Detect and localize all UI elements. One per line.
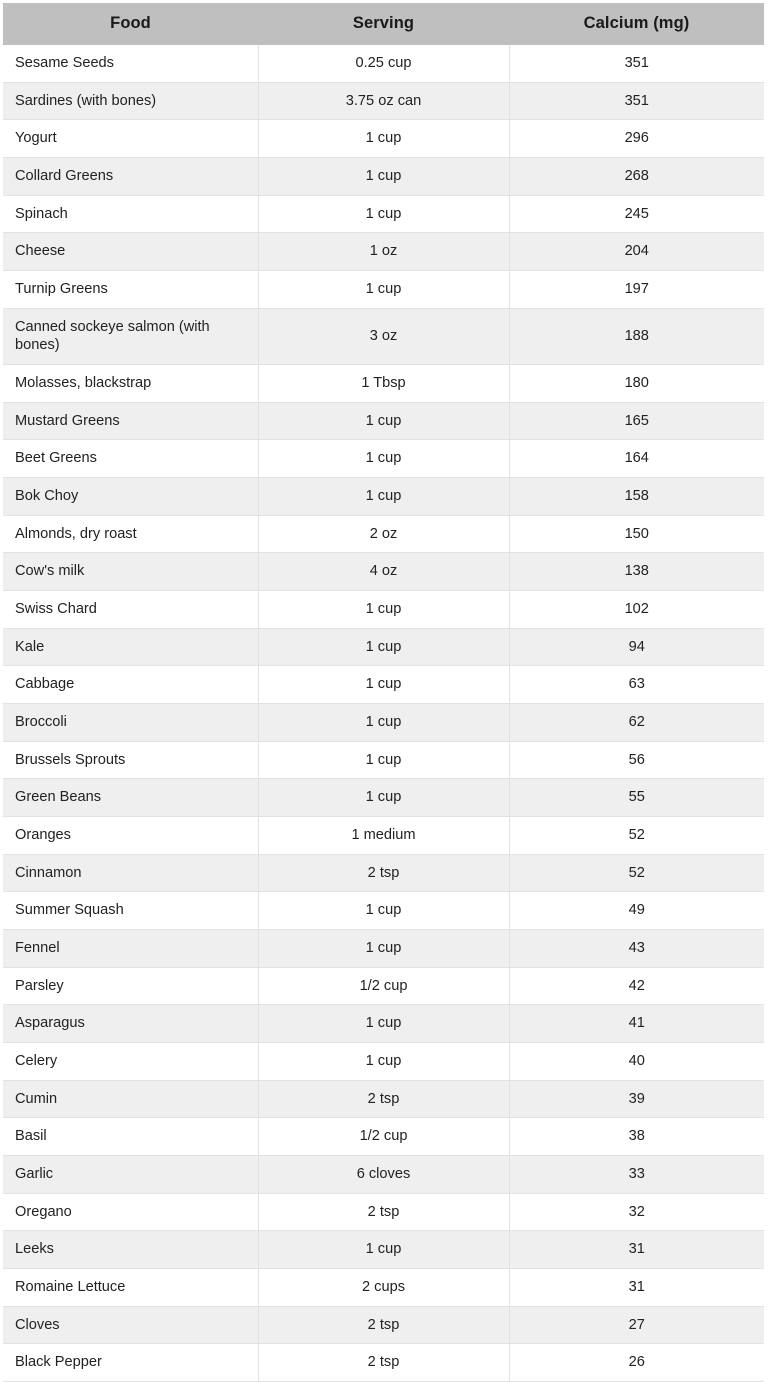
table-header-row	[3, 3, 764, 45]
cell-food: Oranges	[3, 817, 258, 855]
cell-serving: 3.75 oz can	[258, 82, 509, 120]
cell-calcium: 40	[509, 1043, 764, 1081]
cell-calcium: 38	[509, 1118, 764, 1156]
cell-food: Basil	[3, 1118, 258, 1156]
cell-serving: 4 oz	[258, 553, 509, 591]
cell-serving: 6 cloves	[258, 1156, 509, 1194]
cell-food: Celery	[3, 1043, 258, 1081]
cell-calcium: 188	[509, 308, 764, 364]
table-row	[3, 271, 764, 309]
table-row	[3, 478, 764, 516]
table-row	[3, 195, 764, 233]
cell-calcium: 41	[509, 1005, 764, 1043]
cell-calcium: 245	[509, 195, 764, 233]
table-row	[3, 45, 764, 82]
table-row	[3, 553, 764, 591]
cell-serving: 1 Tbsp	[258, 365, 509, 403]
cell-calcium: 49	[509, 892, 764, 930]
cell-food: Cloves	[3, 1306, 258, 1344]
cell-calcium: 351	[509, 82, 764, 120]
cell-serving: 1 medium	[258, 817, 509, 855]
cell-serving: 1 cup	[258, 892, 509, 930]
cell-serving: 1/2 cup	[258, 1118, 509, 1156]
cell-serving: 1 cup	[258, 930, 509, 968]
cell-calcium: 52	[509, 817, 764, 855]
table-row	[3, 440, 764, 478]
cell-food: Cheese	[3, 233, 258, 271]
cell-food: Spinach	[3, 195, 258, 233]
cell-calcium: 94	[509, 628, 764, 666]
cell-serving: 1 cup	[258, 195, 509, 233]
calcium-food-table	[3, 3, 764, 1382]
table-row	[3, 741, 764, 779]
table-row	[3, 967, 764, 1005]
cell-serving: 1 cup	[258, 741, 509, 779]
cell-serving: 1 cup	[258, 779, 509, 817]
table-row	[3, 1344, 764, 1382]
table-row	[3, 1306, 764, 1344]
cell-calcium: 102	[509, 591, 764, 629]
table-row	[3, 1080, 764, 1118]
cell-calcium: 42	[509, 967, 764, 1005]
cell-food: Sardines (with bones)	[3, 82, 258, 120]
cell-calcium: 43	[509, 930, 764, 968]
cell-serving: 2 oz	[258, 515, 509, 553]
cell-food: Oregano	[3, 1193, 258, 1231]
column-header-calcium: Calcium (mg)	[509, 3, 764, 45]
cell-serving: 2 tsp	[258, 1193, 509, 1231]
cell-serving: 0.25 cup	[258, 45, 509, 82]
cell-food: Canned sockeye salmon (with bones)	[3, 308, 258, 364]
table-row	[3, 308, 764, 364]
cell-calcium: 165	[509, 402, 764, 440]
cell-calcium: 31	[509, 1269, 764, 1307]
table-row	[3, 591, 764, 629]
cell-serving: 2 tsp	[258, 1080, 509, 1118]
table-row	[3, 120, 764, 158]
cell-food: Summer Squash	[3, 892, 258, 930]
cell-serving: 2 tsp	[258, 854, 509, 892]
cell-serving: 1 cup	[258, 271, 509, 309]
cell-food: Brussels Sprouts	[3, 741, 258, 779]
table-row	[3, 1193, 764, 1231]
cell-calcium: 296	[509, 120, 764, 158]
table-row	[3, 779, 764, 817]
cell-food: Sesame Seeds	[3, 45, 258, 82]
table-row	[3, 1156, 764, 1194]
cell-serving: 2 tsp	[258, 1306, 509, 1344]
cell-serving: 1 cup	[258, 704, 509, 742]
table-row	[3, 1269, 764, 1307]
cell-serving: 1 cup	[258, 1043, 509, 1081]
table-row	[3, 157, 764, 195]
cell-serving: 1 cup	[258, 478, 509, 516]
cell-calcium: 138	[509, 553, 764, 591]
cell-food: Kale	[3, 628, 258, 666]
cell-calcium: 158	[509, 478, 764, 516]
table-row	[3, 628, 764, 666]
cell-serving: 1/2 cup	[258, 967, 509, 1005]
cell-serving: 1 cup	[258, 440, 509, 478]
table-row	[3, 1043, 764, 1081]
cell-calcium: 33	[509, 1156, 764, 1194]
cell-food: Leeks	[3, 1231, 258, 1269]
cell-calcium: 204	[509, 233, 764, 271]
table-row	[3, 930, 764, 968]
table-row	[3, 402, 764, 440]
cell-calcium: 31	[509, 1231, 764, 1269]
cell-calcium: 26	[509, 1344, 764, 1382]
cell-food: Swiss Chard	[3, 591, 258, 629]
cell-serving: 1 cup	[258, 628, 509, 666]
cell-serving: 1 cup	[258, 120, 509, 158]
cell-food: Yogurt	[3, 120, 258, 158]
cell-food: Fennel	[3, 930, 258, 968]
cell-calcium: 56	[509, 741, 764, 779]
cell-calcium: 351	[509, 45, 764, 82]
column-header-food: Food	[3, 3, 258, 45]
cell-food: Bok Choy	[3, 478, 258, 516]
cell-food: Cinnamon	[3, 854, 258, 892]
cell-serving: 1 cup	[258, 1231, 509, 1269]
cell-calcium: 197	[509, 271, 764, 309]
table-row	[3, 515, 764, 553]
cell-serving: 1 cup	[258, 666, 509, 704]
table-row	[3, 1231, 764, 1269]
cell-serving: 1 oz	[258, 233, 509, 271]
table-row	[3, 1005, 764, 1043]
cell-calcium: 39	[509, 1080, 764, 1118]
cell-food: Broccoli	[3, 704, 258, 742]
table-row	[3, 1118, 764, 1156]
cell-serving: 3 oz	[258, 308, 509, 364]
table-body	[3, 45, 764, 1382]
cell-calcium: 55	[509, 779, 764, 817]
cell-food: Green Beans	[3, 779, 258, 817]
cell-serving: 1 cup	[258, 157, 509, 195]
table-row	[3, 704, 764, 742]
table-row	[3, 854, 764, 892]
cell-serving: 2 tsp	[258, 1344, 509, 1382]
cell-calcium: 268	[509, 157, 764, 195]
cell-food: Beet Greens	[3, 440, 258, 478]
cell-food: Cabbage	[3, 666, 258, 704]
cell-calcium: 164	[509, 440, 764, 478]
table-row	[3, 233, 764, 271]
cell-food: Parsley	[3, 967, 258, 1005]
cell-food: Turnip Greens	[3, 271, 258, 309]
cell-food: Cow's milk	[3, 553, 258, 591]
cell-food: Mustard Greens	[3, 402, 258, 440]
cell-food: Cumin	[3, 1080, 258, 1118]
cell-calcium: 52	[509, 854, 764, 892]
cell-serving: 2 cups	[258, 1269, 509, 1307]
cell-calcium: 62	[509, 704, 764, 742]
cell-serving: 1 cup	[258, 591, 509, 629]
cell-calcium: 32	[509, 1193, 764, 1231]
table-row	[3, 82, 764, 120]
table-row	[3, 666, 764, 704]
table-row	[3, 817, 764, 855]
table-row	[3, 892, 764, 930]
cell-food: Romaine Lettuce	[3, 1269, 258, 1307]
cell-food: Almonds, dry roast	[3, 515, 258, 553]
cell-food: Asparagus	[3, 1005, 258, 1043]
cell-calcium: 63	[509, 666, 764, 704]
cell-food: Garlic	[3, 1156, 258, 1194]
table-row	[3, 365, 764, 403]
column-header-serving: Serving	[258, 3, 509, 45]
cell-calcium: 27	[509, 1306, 764, 1344]
cell-food: Black Pepper	[3, 1344, 258, 1382]
cell-calcium: 150	[509, 515, 764, 553]
cell-serving: 1 cup	[258, 1005, 509, 1043]
cell-food: Molasses, blackstrap	[3, 365, 258, 403]
cell-food: Collard Greens	[3, 157, 258, 195]
cell-calcium: 180	[509, 365, 764, 403]
cell-serving: 1 cup	[258, 402, 509, 440]
table-header	[3, 3, 764, 45]
